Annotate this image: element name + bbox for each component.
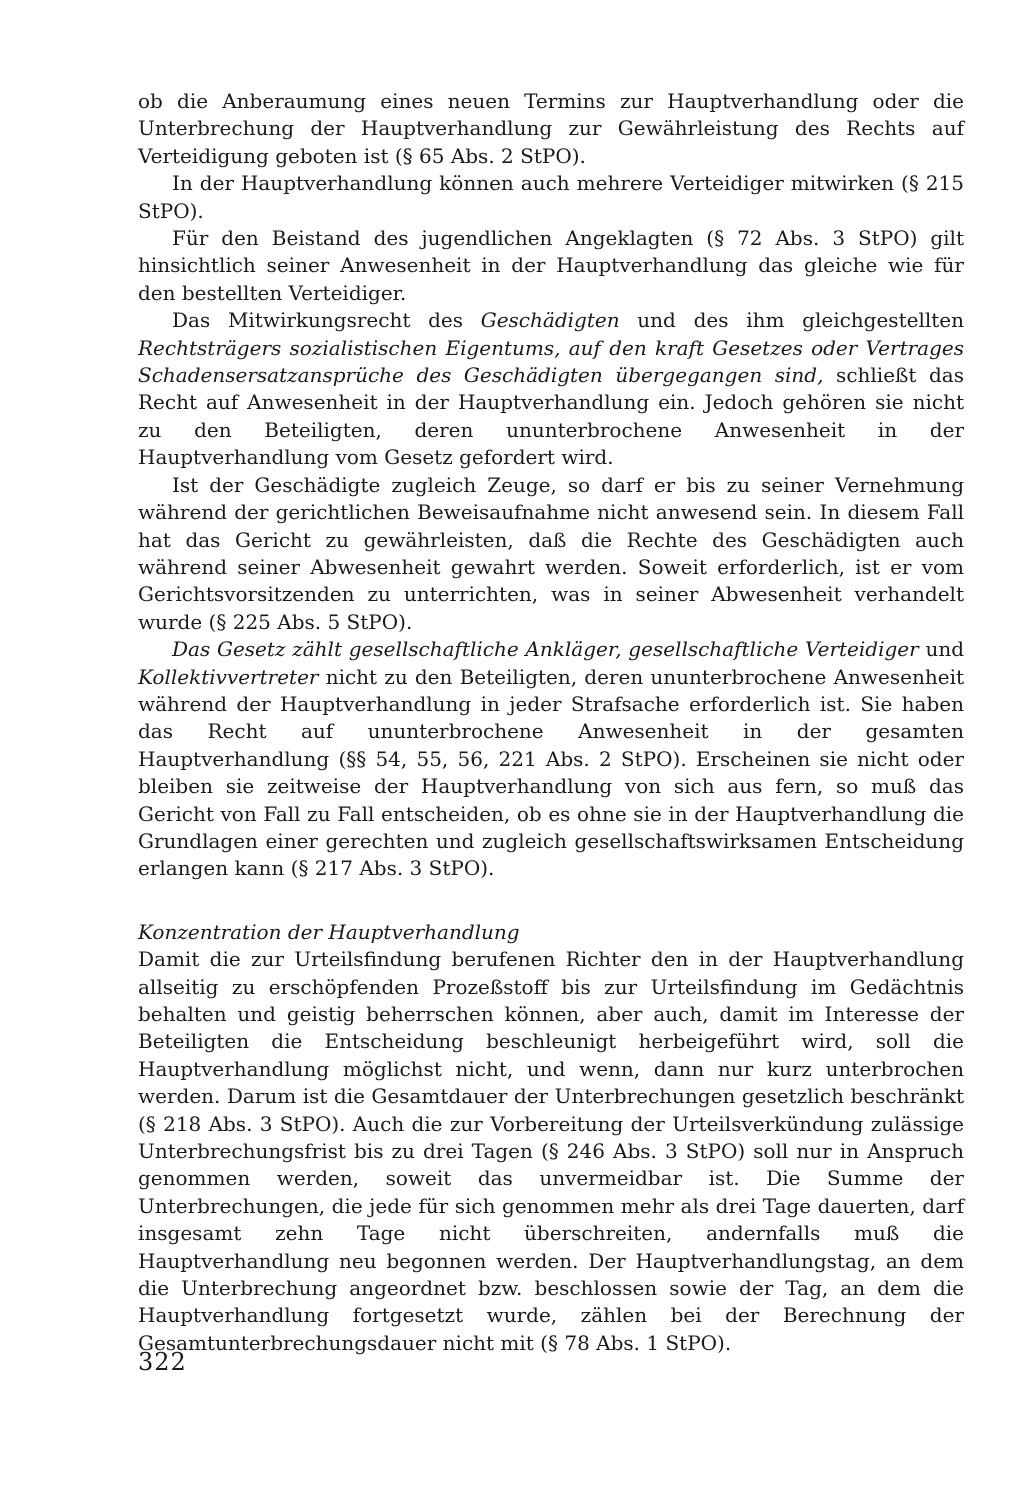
text-run: schließt das Recht auf Anwesenheit in der Hauptverhandlung ein. Jedoch gehören sie nicht zu den Beteiligten, deren ununterbrochene Anwesenheit in der Hauptverhandlung vom Gesetz gefordert wird. bbox=[138, 363, 964, 470]
paragraph bbox=[138, 636, 964, 883]
page-number: 322 bbox=[138, 1348, 187, 1376]
section-text-block bbox=[138, 946, 964, 1357]
section-heading: Konzentration der Hauptverhandlung bbox=[138, 919, 520, 944]
text-run: Für den Beistand des jugendlichen Angeklagten (§ 72 Abs. 3 StPO) gilt hinsichtlich seiner Anwesenheit in der Hauptverhandlung das gleiche wie für den bestellten Verteidiger. bbox=[138, 226, 964, 305]
paragraph bbox=[138, 946, 964, 1357]
text-run: und bbox=[918, 637, 965, 662]
paragraph bbox=[138, 472, 964, 636]
text-run: Damit die zur Urteilsfindung berufenen Richter den in der Hauptverhandlung allseitig zu erschöpfenden Prozeßstoff bis zur Urteilsfindung im Gedächtnis behalten und geistig beherrschen können, aber auch, damit im Interesse der Beteiligten die Entscheidung beschleunigt herbeigeführt wird, soll die Hauptverhandlung möglichst nicht, und wenn, dann nur kurz unterbrochen werden. Darum ist die Gesamtdauer der Unterbrechungen gesetzlich beschränkt (§ 218 Abs. 3 StPO). Auch die zur Vorbereitung der Urteilsverkündung zulässige Unterbrechungsfrist bis zu drei Tagen (§ 246 Abs. 3 StPO) soll nur in Anspruch genommen werden, soweit das unvermeidbar ist. Die Summe der Unterbrechungen, die jede für sich genommen mehr als drei Tage dauerten, darf insgesamt zehn Tage nicht überschreiten, andernfalls muß die Hauptverhandlung neu begonnen werden. Der Hauptverhandlungstag, an dem die Unterbrechung angeordnet bzw. beschlossen sowie der Tag, an dem die Hauptverhandlung fortgesetzt wurde, zählen bei der Berechnung der Gesamtunterbrechungsdauer nicht mit (§ 78 Abs. 1 StPO). bbox=[138, 947, 964, 1355]
text-run: Ist der Geschädigte zugleich Zeuge, so darf er bis zu seiner Vernehmung während der gerichtlichen Beweisaufnahme nicht anwesend sein. In diesem Fall hat das Gericht zu gewährleisten, daß die Rechte des Geschädigten auch während seiner Abwesenheit gewahrt werden. Soweit erforderlich, ist er vom Gerichtsvorsitzenden zu unterrichten, was in seiner Abwesenheit verhandelt wurde (§ 225 Abs. 5 StPO). bbox=[138, 472, 964, 634]
page-body bbox=[138, 88, 964, 1357]
text-run: und des ihm gleichgestellten bbox=[619, 308, 964, 333]
italic-text: Geschädigten bbox=[480, 308, 620, 333]
text-run: Das Mitwirkungsrecht des bbox=[172, 308, 481, 333]
italic-text: Das Gesetz zählt gesellschaftliche Ankläger, gesellschaftliche Verteidiger bbox=[172, 637, 919, 662]
paragraph bbox=[138, 225, 964, 307]
text-run: nicht zu den Beteiligten, deren ununterbrochene Anwesenheit während der Hauptverhandlung in jeder Strafsache erforderlich ist. Sie haben das Recht auf ununterbrochene Anwesenheit in der gesamten Hauptverhandlung (§§ 54, 55, 56, 221 Abs. 2 StPO). Erscheinen sie nicht oder bleiben sie zeitweise der Hauptverhandlung von sich aus fern, so muß das Gericht von Fall zu Fall entscheiden, ob es ohne sie in der Hauptverhandlung die Grundlagen einer gerechten und zugleich gesellschaftswirksamen Entscheidung erlangen kann (§ 217 Abs. 3 StPO). bbox=[138, 664, 964, 881]
paragraph bbox=[138, 307, 964, 471]
text-run: ob die Anberaumung eines neuen Termins zur Hauptverhandlung oder die Unterbrechung der Hauptverhandlung zur Gewährleistung des Rechts auf Verteidigung geboten ist (§ 65 Abs. 2 StPO). bbox=[138, 89, 964, 168]
text-block bbox=[138, 88, 964, 883]
paragraph bbox=[138, 88, 964, 170]
paragraph bbox=[138, 170, 964, 225]
text-run: In der Hauptverhandlung können auch mehrere Verteidiger mitwirken (§ 215 StPO). bbox=[138, 171, 964, 223]
italic-text: Rechtsträgers sozialistischen Eigentums, auf den kraft Gesetzes oder Vertrages Schadensersatzansprüche des Geschädigten übergegangen sind, bbox=[138, 335, 964, 388]
italic-text: Kollektivvertreter bbox=[138, 664, 319, 689]
